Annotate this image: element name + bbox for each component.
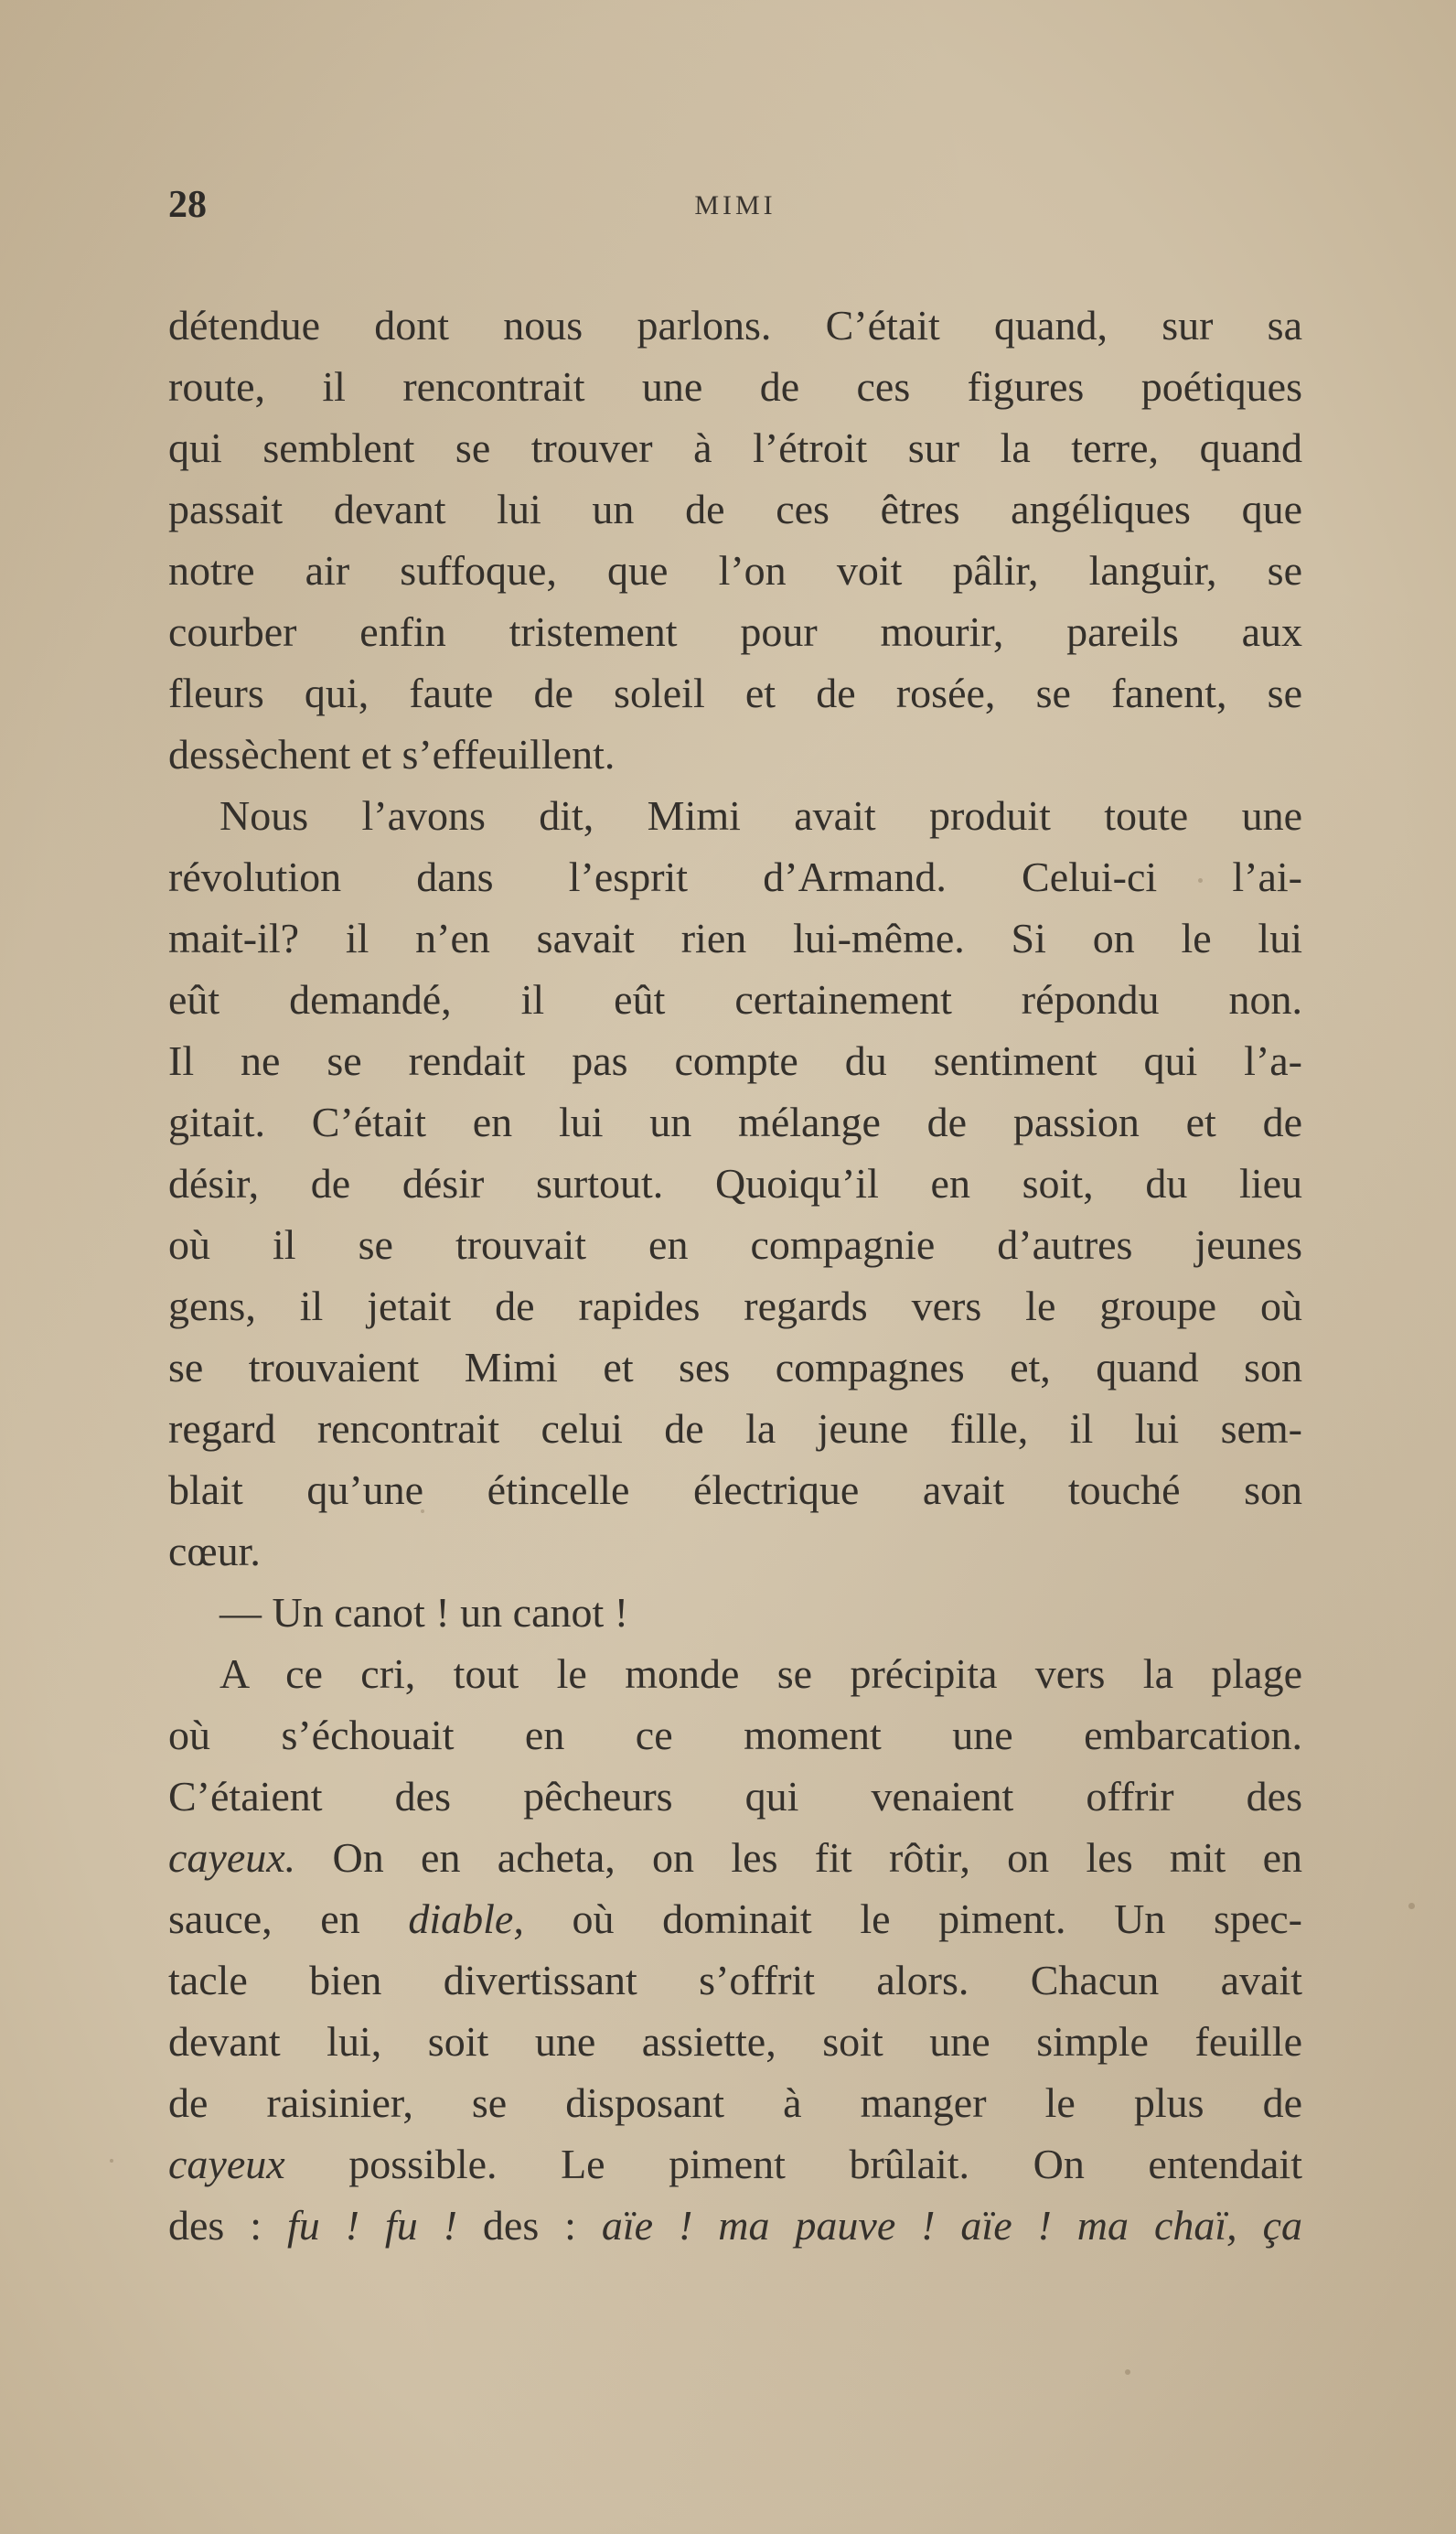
paper-speck: [1198, 878, 1203, 883]
text-line: se trouvaient Mimi et ses compagnes et, quand son: [168, 1344, 1302, 1390]
page-number: 28: [168, 184, 207, 226]
italic-word: cayeux: [168, 2141, 285, 2187]
text-segment: possible. Le piment brûlait. On entendait: [348, 2141, 1302, 2187]
text-segment: des :: [482, 2202, 576, 2249]
text-line: fleurs qui, faute de soleil et de rosée, se fanent, se: [168, 670, 1302, 716]
text-segment: des :: [168, 2202, 262, 2249]
text-line: où il se trouvait en compagnie d’autres jeunes: [168, 1221, 1302, 1268]
text-line: désir, de désir surtout. Quoiqu’il en soit, du lieu: [168, 1160, 1302, 1207]
paper-speck: [1125, 2369, 1130, 2375]
italic-phrase: aïe ! ma pauve ! aïe ! ma chaï, ça: [601, 2202, 1302, 2249]
text-line: Nous l’avons dit, Mimi avait produit toute une: [219, 792, 1302, 839]
text-line: courber enfin tristement pour mourir, pareils aux: [168, 608, 1302, 655]
text-segment: sauce, en: [168, 1895, 360, 1942]
text-line: devant lui, soit une assiette, soit une simple feuille: [168, 2018, 1302, 2065]
text-line: C’étaient des pêcheurs qui venaient offrir des: [168, 1773, 1302, 1820]
text-line: où s’échouait en ce moment une embarcation.: [168, 1712, 1302, 1758]
text-line: [168, 2133, 1302, 2195]
text-line: route, il rencontrait une de ces figures poétiques: [168, 363, 1302, 410]
text-segment: où dominait le piment. Un spec-: [572, 1895, 1302, 1942]
text-line: de raisinier, se disposant à manger le plus de: [168, 2079, 1302, 2126]
text-line: notre air suffoque, que l’on voit pâlir, languir, se: [168, 547, 1302, 594]
text-line: regard rencontrait celui de la jeune fille, il lui sem-: [168, 1405, 1302, 1452]
paper-speck: [421, 1509, 424, 1513]
text-line: blait qu’une étincelle électrique avait touché son: [168, 1466, 1302, 1513]
italic-word: cayeux.: [168, 1834, 296, 1881]
text-line: mait-il? il n’en savait rien lui-même. Si on le lui: [168, 915, 1302, 961]
text-line: Il ne se rendait pas compte du sentiment qui l’a-: [168, 1037, 1302, 1084]
italic-word: diable,: [408, 1895, 524, 1942]
text-line: [168, 1827, 1302, 1888]
paper-speck: [110, 2159, 113, 2163]
paper-speck: [1408, 1903, 1415, 1909]
text-line: révolution dans l’esprit d’Armand. Celui-ci l’ai-: [168, 854, 1302, 900]
text-line: gens, il jetait de rapides regards vers le groupe où: [168, 1283, 1302, 1329]
text-line: dessèchent et s’effeuillent.: [168, 731, 616, 778]
text-line: [168, 2195, 1302, 2256]
page-header: [168, 183, 1302, 238]
text-line: gitait. C’était en lui un mélange de passion et de: [168, 1099, 1302, 1145]
text-line: eût demandé, il eût certainement répondu non.: [168, 976, 1302, 1023]
text-line: détendue dont nous parlons. C’était quand, sur sa: [168, 302, 1302, 349]
dialogue-line: — Un canot ! un canot !: [219, 1589, 629, 1636]
text-line: A ce cri, tout le monde se précipita vers la plage: [219, 1650, 1302, 1697]
italic-phrase: fu ! fu !: [286, 2202, 457, 2249]
text-segment: On en acheta, on les fit rôtir, on les mit en: [332, 1834, 1302, 1881]
body-text: [168, 295, 1302, 2256]
running-title: MIMI: [694, 190, 776, 220]
text-line: [168, 1888, 1302, 1949]
text-line: tacle bien divertissant s’offrit alors. Chacun avait: [168, 1957, 1302, 2003]
text-line: qui semblent se trouver à l’étroit sur la terre, quand: [168, 424, 1302, 471]
text-line: cœur.: [168, 1528, 261, 1574]
text-line: passait devant lui un de ces êtres angéliques que: [168, 486, 1302, 532]
